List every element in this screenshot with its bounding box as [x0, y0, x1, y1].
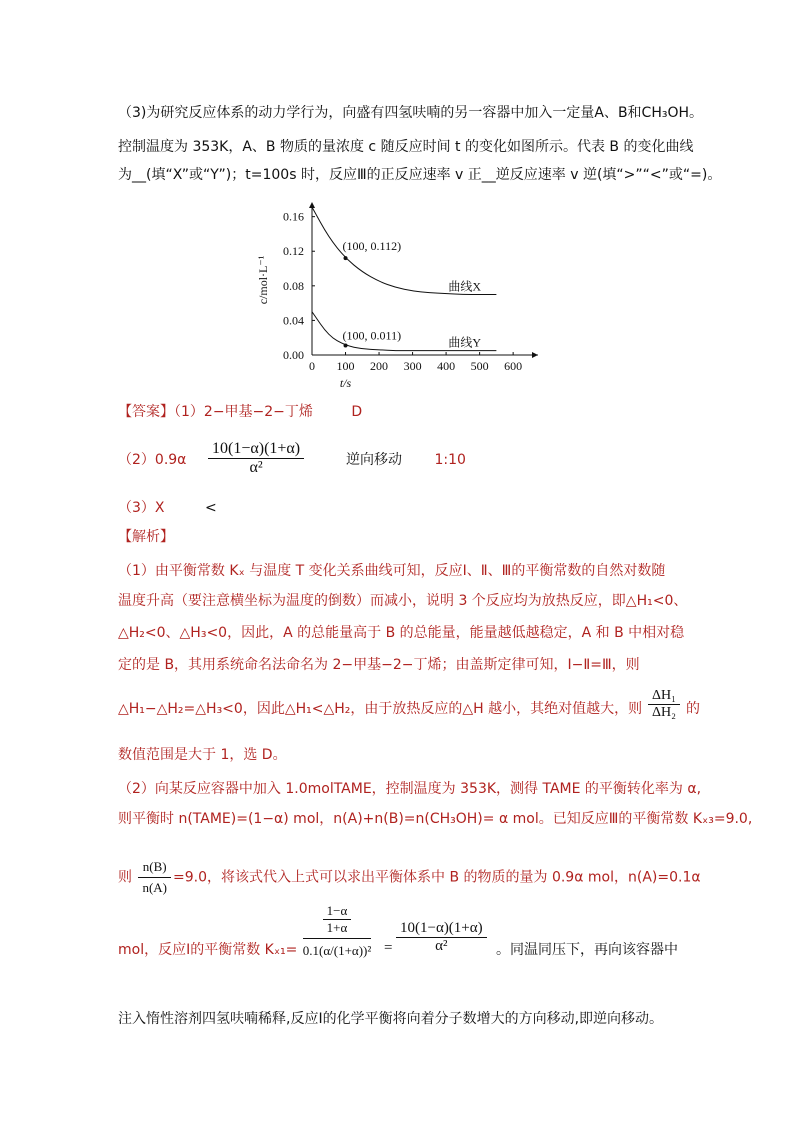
answer-direction: 逆向移动: [346, 452, 402, 468]
analysis-1-line-5-text: △H₁−△H₂=△H₃<0，因此△H₁<△H₂，由于放热反应的△H 越小，其绝对值越大，则: [118, 701, 643, 717]
y-tick-label: 0.00: [283, 348, 304, 362]
inner-numerator: 1−α: [323, 903, 352, 920]
analysis-2-line-3-post: =9.0，将该式代入上式可以求出平衡体系中 B 的物质的量为 0.9α mol，n(A)=0.1α: [173, 869, 701, 886]
analysis-1-fraction: [648, 688, 680, 721]
answer-line-2: [118, 450, 186, 470]
chart-ylabel: c/mol·L⁻¹: [256, 255, 270, 305]
analysis-1-line-5-suffix: 的: [686, 701, 700, 717]
annotation-point: [344, 256, 348, 260]
frac-denominator: ΔH₂: [652, 705, 676, 720]
chart-xlabel: t/s: [339, 376, 352, 390]
answer-ratio: 1:10: [434, 452, 466, 468]
question-line-1: （3)为研究反应体系的动力学行为，向盛有四氢呋喃的另一容器中加入一定量A、B和CH₃OH。: [118, 105, 704, 121]
big-denominator: 0.1(α/(1+α))²: [303, 938, 372, 959]
answer-tag: 【答案】: [118, 404, 174, 420]
inner-denominator: 1+α: [326, 920, 348, 935]
answer-part3: （3）X: [118, 500, 165, 516]
analysis-1-line-4: 定的是 B，其用系统命名法命名为 2−甲基−2−丁烯；由盖斯定律可知，Ⅰ−Ⅱ=Ⅲ，则: [118, 657, 640, 673]
analysis-1-line-3: △H₂<0、△H₃<0，因此，A 的总能量高于 B 的总能量，能量越低越稳定，A 和 B 中相对稳: [118, 625, 685, 641]
frac-numerator: n(B): [138, 857, 171, 878]
frac-numerator: 10(1−α)(1+α): [396, 920, 487, 938]
frac-denominator: α²: [435, 938, 448, 954]
annotation-label: (100, 0.112): [342, 239, 402, 254]
frac-denominator: α²: [249, 459, 263, 476]
x-tick-label: 100: [336, 359, 355, 373]
y-tick-label: 0.08: [283, 278, 304, 293]
analysis-1-line-6: 数值范围是大于 1，选 D。: [118, 747, 287, 763]
analysis-2-line-3: [118, 857, 701, 898]
x-axis-arrow: [532, 352, 538, 358]
frac-numerator: ΔH₁: [648, 688, 680, 705]
x-tick-label: 200: [370, 359, 389, 373]
question-line-2: 控制温度为 353K，A、B 物质的量浓度 c 随反应时间 t 的变化如图所示。代表 B 的变化曲线: [118, 139, 694, 155]
annotation-point: [344, 343, 348, 347]
annotation-label: (100, 0.011): [342, 328, 402, 343]
analysis-2-rhs-fraction: [396, 920, 487, 955]
analysis-2-line-4-post: 。同温同压下，再向该容器中: [496, 942, 678, 958]
answer-line-1: [118, 402, 362, 422]
x-tick-label: 400: [437, 359, 456, 373]
x-tick-label: 0: [309, 359, 315, 373]
concentration-time-chart: [255, 200, 555, 398]
analysis-1-line-1: （1）由平衡常数 Kₓ 与温度 T 变化关系曲线可知，反应Ⅰ、Ⅱ、Ⅲ的平衡常数的自然对数随: [118, 563, 666, 579]
frac-denominator: n(A): [142, 880, 167, 895]
answer-part2: （2）0.9α: [118, 452, 187, 468]
y-axis-arrow: [309, 202, 315, 208]
x-tick-label: 300: [403, 359, 422, 373]
analysis-2-line-3-pre: 则: [118, 869, 132, 886]
analysis-2-equals: =: [384, 940, 393, 956]
analysis-2-ratio-fraction: [138, 857, 171, 898]
answer-line-3: [118, 498, 217, 518]
series-label-x: 曲线X: [448, 279, 482, 294]
analysis-2-line-4-pre: mol，反应Ⅰ的平衡常数 Kₓ₁=: [118, 942, 298, 958]
answer-part2-direction: [346, 450, 466, 470]
answer-part2-fraction: [208, 440, 304, 477]
y-tick-label: 0.16: [283, 209, 304, 224]
y-tick-label: 0.12: [283, 244, 304, 259]
x-tick-label: 500: [470, 359, 489, 373]
answer-part3-sym: <: [204, 500, 217, 516]
analysis-1-line-2: 温度升高（要注意横坐标为温度的倒数）而减小，说明 3 个反应均为放热反应，即△H₁<0、: [118, 593, 688, 609]
analysis-tag: 【解析】: [118, 529, 174, 545]
question-line-3: 为__(填“X”或“Y”)；t=100s 时，反应Ⅲ的正反应速率 v 正__逆反应速率 v 逆(填“>”“<”或“=)。: [118, 167, 722, 183]
analysis-2-line-1: （2）向某反应容器中加入 1.0molTAME，控制温度为 353K，测得 TAME 的平衡转化率为 α,: [118, 781, 702, 797]
analysis-2-big-fraction: [294, 903, 380, 959]
analysis-2-line-2: 则平衡时 n(TAME)=(1−α) mol，n(A)+n(B)=n(CH₃OH)= α mol。已知反应Ⅲ的平衡常数 Kₓ₃=9.0,: [118, 811, 753, 827]
analysis-1-line-5: [118, 699, 642, 719]
y-tick-label: 0.04: [283, 313, 304, 328]
analysis-2-line-5: 注入惰性溶剂四氢呋喃稀释,反应Ⅰ的化学平衡将向着分子数增大的方向移动,即逆向移动。: [118, 1011, 664, 1027]
series-label-y: 曲线Y: [448, 335, 482, 350]
answer-part1-choice: D: [351, 404, 363, 420]
answer-part1: （1）2−甲基−2−丁烯: [174, 404, 313, 420]
frac-numerator: 10(1−α)(1+α): [208, 440, 304, 459]
x-tick-label: 600: [504, 359, 523, 373]
